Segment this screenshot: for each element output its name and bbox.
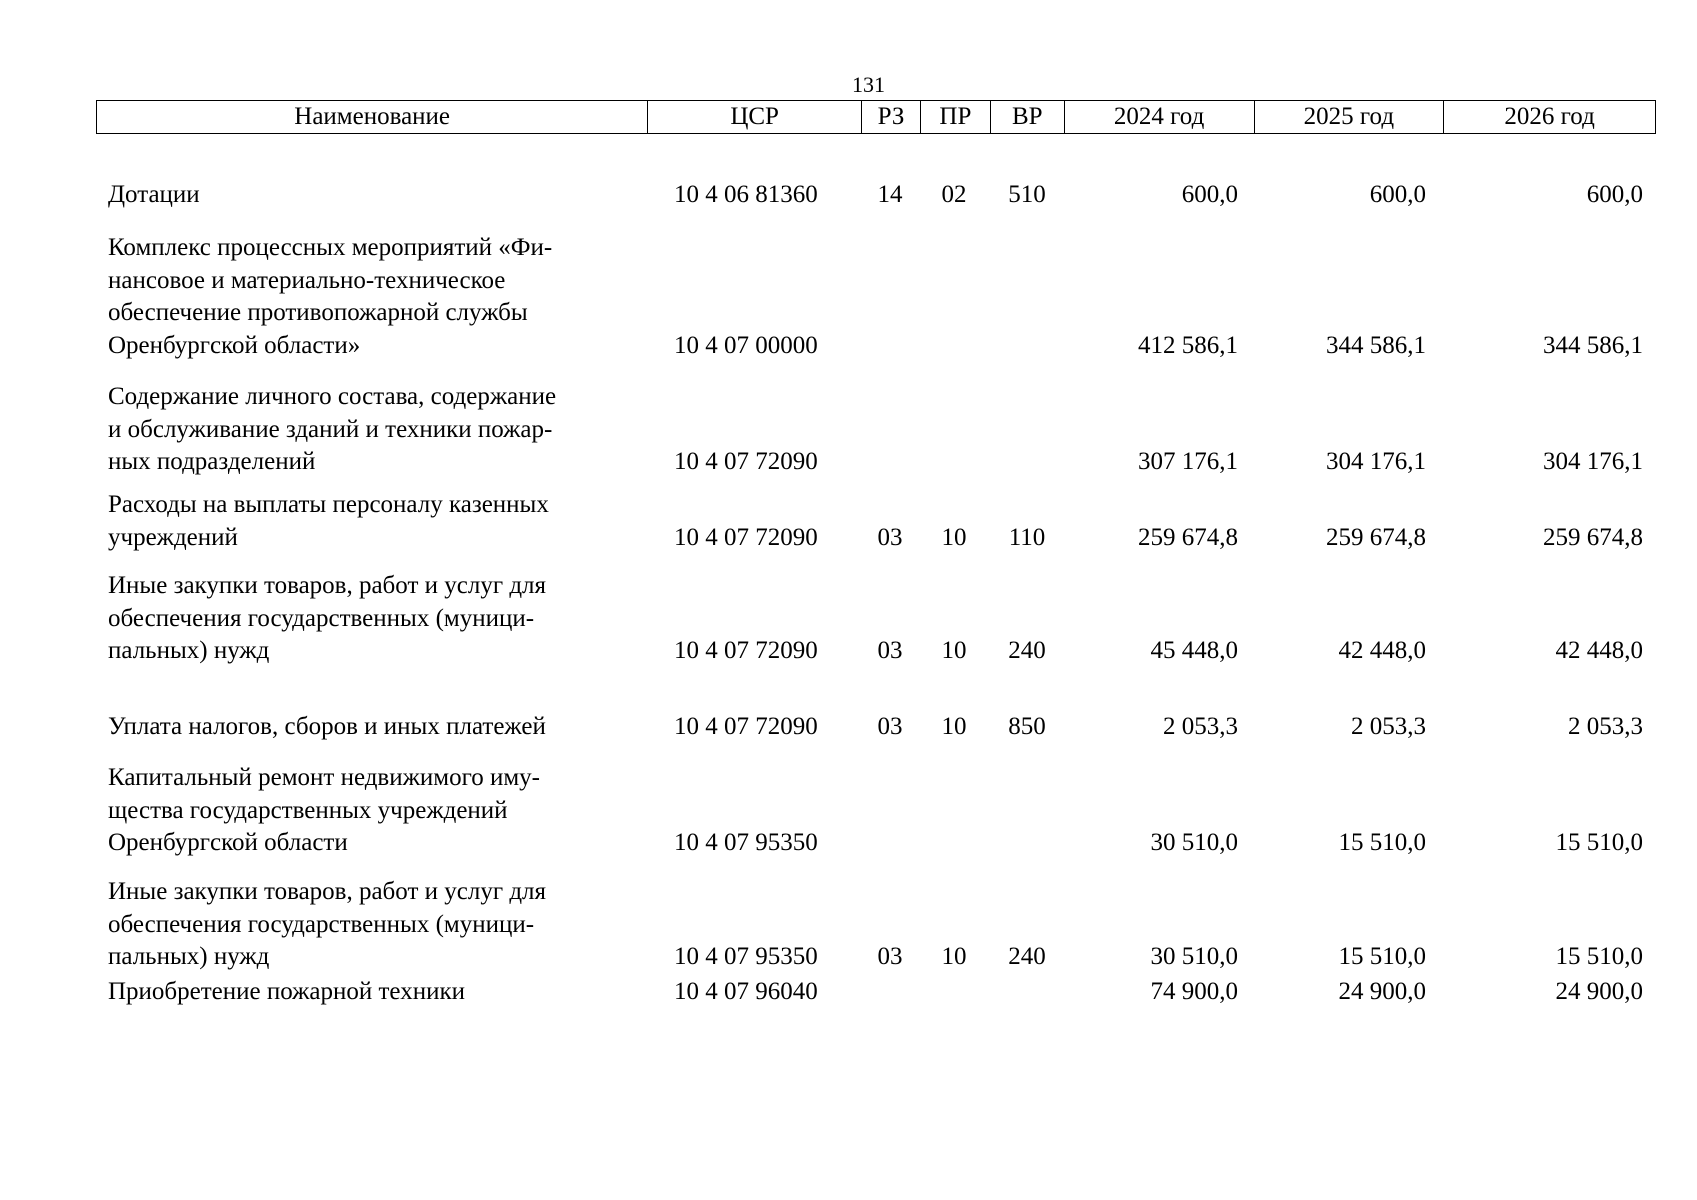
row-csr: 10 4 07 72090 [674,713,818,740]
row-2026: 2 053,3 [1568,713,1643,740]
row-2024: 2 053,3 [1163,713,1238,740]
row-2024: 307 176,1 [1138,448,1238,475]
row-rz: 03 [877,637,903,664]
row-vr: 110 [1008,523,1046,551]
row-2024: 412 586,1 [1138,331,1238,359]
row-pr: 10 [941,943,967,970]
row-2024: 45 448,0 [1150,637,1238,664]
row-name: Комплекс процессных мероприятий «Фи- нансовое и материально-техническое обеспечение противопожарной службы Оренбургской области» [108,234,553,359]
row-name: Содержание личного состава, содержание и обслуживание зданий и техники пожар- ных подразделений [108,383,557,475]
row-csr: 10 4 07 95350 [674,829,818,856]
row-2025: 24 900,0 [1338,978,1426,1005]
row-name: Расходы на выплаты персоналу казенных учреждений [108,491,549,551]
table-row [96,489,1656,554]
header-2026: 2026 год [1504,103,1595,130]
row-2025: 344 586,1 [1326,331,1426,359]
header-name: Наименование [97,101,648,133]
row-2025: 15 510,0 [1338,829,1426,856]
row-2025: 304 176,1 [1326,448,1426,475]
row-2026: 304 176,1 [1543,448,1643,475]
header-pr: ПР [921,101,991,133]
table-row [96,762,1656,860]
table-row [96,711,1656,744]
row-pr: 10 [941,713,967,740]
row-rz: 14 [877,181,903,208]
header-csr: ЦСР [648,101,862,133]
row-2026: 15 510,0 [1555,829,1643,856]
table-row [96,976,1656,1009]
row-vr: 510 [1008,181,1046,208]
header-rz: РЗ [862,101,921,133]
row-pr: 10 [941,523,967,551]
header-2024: 2024 год [1065,101,1255,133]
row-2025: 42 448,0 [1338,637,1426,664]
row-2026: 259 674,8 [1543,523,1643,551]
row-pr: 02 [941,181,967,208]
page-number: 131 [852,72,885,97]
row-name: Иные закупки товаров, работ и услуг для обеспечения государственных (муници- пальных) нужд [108,878,547,970]
row-rz: 03 [877,713,903,740]
row-vr: 240 [1008,637,1046,664]
table-row [96,570,1656,668]
table-row [96,179,1656,212]
table-row [96,381,1656,479]
row-rz: 03 [877,523,903,551]
row-2025: 15 510,0 [1338,943,1426,970]
row-2025: 259 674,8 [1326,523,1426,551]
header-vr: ВР [991,101,1065,133]
row-2026: 24 900,0 [1555,978,1643,1005]
row-csr: 10 4 07 00000 [674,331,818,359]
row-csr: 10 4 07 95350 [674,943,818,970]
row-csr: 10 4 07 96040 [674,978,818,1005]
row-2024: 30 510,0 [1150,943,1238,970]
row-2024: 259 674,8 [1138,523,1238,551]
row-pr: 10 [941,637,967,664]
row-csr: 10 4 06 81360 [674,181,818,208]
row-csr: 10 4 07 72090 [674,523,818,551]
row-2026: 600,0 [1586,181,1643,208]
header-2025: 2025 год [1255,101,1445,133]
row-vr: 240 [1008,943,1046,970]
row-csr: 10 4 07 72090 [674,637,818,664]
table-row [96,232,1656,362]
row-2025: 600,0 [1369,181,1426,208]
row-name: Иные закупки товаров, работ и услуг для обеспечения государственных (муници- пальных) нужд [108,572,547,664]
row-2026: 344 586,1 [1543,331,1643,359]
row-name: Приобретение пожарной техники [108,978,465,1005]
row-2024: 600,0 [1181,181,1238,208]
row-name: Дотации [108,181,200,208]
table-row [96,876,1656,974]
row-csr: 10 4 07 72090 [674,448,818,475]
row-2024: 74 900,0 [1150,978,1238,1005]
row-2026: 42 448,0 [1555,637,1643,664]
row-2025: 2 053,3 [1351,713,1426,740]
row-2024: 30 510,0 [1150,829,1238,856]
row-name: Уплата налогов, сборов и иных платежей [108,713,546,740]
row-name: Капитальный ремонт недвижимого иму- щества государственных учреждений Оренбургской области [108,764,540,856]
row-2026: 15 510,0 [1555,943,1643,970]
row-vr: 850 [1008,713,1046,740]
row-rz: 03 [877,943,903,970]
